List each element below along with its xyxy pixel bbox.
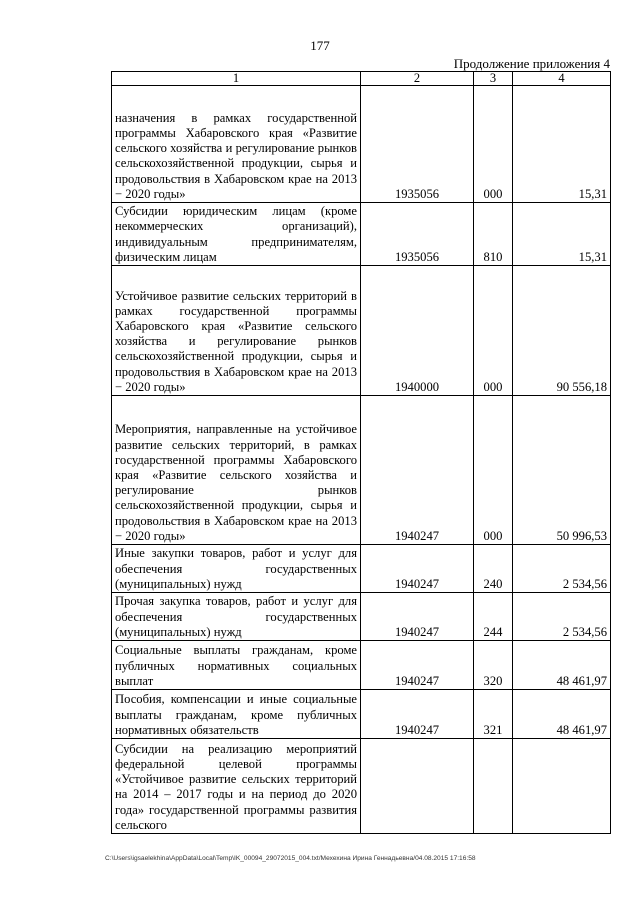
- row-amount: 48 461,97: [513, 641, 611, 690]
- row-name-text: Устойчивое развитие сельских территорий в рамках государственной программы Хабаровского края «Развитие сельского хозяйства и регулирование рынков сельскохозяйственной продукции, сырья и продовольствия в Хабаровском крае на 2013 − 2020 годы»: [115, 288, 357, 394]
- row-vr: 244: [474, 593, 513, 641]
- table-row: [112, 266, 611, 396]
- header-col-2: 2: [361, 72, 474, 86]
- table-row: [112, 203, 611, 266]
- row-name-text: назначения в рамках государственной программы Хабаровского края «Развитие сельского хозяйства и регулирование рынков сельскохозяйственной продукции, сырья и продовольствия в Хабаровском крае на 2013 − 2020 годы»: [115, 110, 357, 201]
- table-row: [112, 86, 611, 203]
- row-vr: 240: [474, 545, 513, 593]
- row-name-text: Мероприятия, направленные на устойчивое развитие сельских территорий, в рамках государственной программы Хабаровского края «Развитие сельского хозяйства и регулирование рынков сельскохозяйственной продукции, сырья и продовольствия в Хабаровском крае на 2013 − 2020 годы»: [115, 422, 357, 543]
- row-code: 1940247: [361, 593, 474, 641]
- continuation-label: Продолжение приложения 4: [453, 56, 610, 71]
- table-row: [112, 641, 611, 690]
- row-amount: [513, 739, 611, 834]
- row-vr: 810: [474, 203, 513, 266]
- row-name-text: Субсидии на реализацию мероприятий федеральной целевой программы «Устойчивое развитие сельских территорий на 2014 – 2017 годы и на период до 2020 года» государственной программы развития сельского: [115, 741, 357, 832]
- row-name: [112, 86, 361, 203]
- row-vr: 000: [474, 396, 513, 545]
- row-code: 1940247: [361, 545, 474, 593]
- table-row: [112, 593, 611, 641]
- row-name: [112, 266, 361, 396]
- row-code: 1940247: [361, 641, 474, 690]
- header-col-4: 4: [513, 72, 611, 86]
- row-name: [112, 641, 361, 690]
- row-vr: 000: [474, 266, 513, 396]
- row-code: 1940247: [361, 690, 474, 739]
- row-vr: 321: [474, 690, 513, 739]
- row-name: [112, 203, 361, 266]
- row-vr: [474, 739, 513, 834]
- row-name: [112, 739, 361, 834]
- row-code: [361, 739, 474, 834]
- row-code: 1940000: [361, 266, 474, 396]
- row-name: [112, 545, 361, 593]
- row-code: 1935056: [361, 86, 474, 203]
- row-name-text: Субсидии юридическим лицам (кроме некоммерческих организаций), индивидуальным предпринимателям, физическим лицам: [115, 204, 357, 264]
- row-vr: 320: [474, 641, 513, 690]
- row-name: [112, 593, 361, 641]
- page-number: 177: [310, 38, 330, 53]
- row-amount: 15,31: [513, 86, 611, 203]
- row-name-text: Иные закупки товаров, работ и услуг для обеспечения государственных (муниципальных) нужд: [115, 546, 357, 591]
- row-name-text: Социальные выплаты гражданам, кроме публичных нормативных социальных выплат: [115, 643, 357, 688]
- budget-table: [111, 71, 611, 834]
- row-code: 1935056: [361, 203, 474, 266]
- header-row: [112, 72, 611, 86]
- row-amount: 2 534,56: [513, 593, 611, 641]
- row-name: [112, 690, 361, 739]
- row-amount: 50 996,53: [513, 396, 611, 545]
- row-name-text: Пособия, компенсации и иные социальные выплаты гражданам, кроме публичных нормативных обязательств: [115, 692, 357, 737]
- row-name: [112, 396, 361, 545]
- table-row: [112, 545, 611, 593]
- table-row: [112, 690, 611, 739]
- row-name-text: Прочая закупка товаров, работ и услуг для обеспечения государственных (муниципальных) нужд: [115, 594, 357, 639]
- file-path-footer: C:\Users\igsaelekhina\AppData\Local\Temp\IK_00094_29072015_004.txt/Мехехина Ирина Геннадьевна/04.08.2015 17:16:58: [105, 855, 476, 862]
- row-vr: 000: [474, 86, 513, 203]
- row-amount: 90 556,18: [513, 266, 611, 396]
- row-amount: 48 461,97: [513, 690, 611, 739]
- header-col-3: 3: [474, 72, 513, 86]
- table-row: [112, 396, 611, 545]
- row-amount: 2 534,56: [513, 545, 611, 593]
- table-row: [112, 739, 611, 834]
- header-col-1: 1: [112, 72, 361, 86]
- row-code: 1940247: [361, 396, 474, 545]
- row-amount: 15,31: [513, 203, 611, 266]
